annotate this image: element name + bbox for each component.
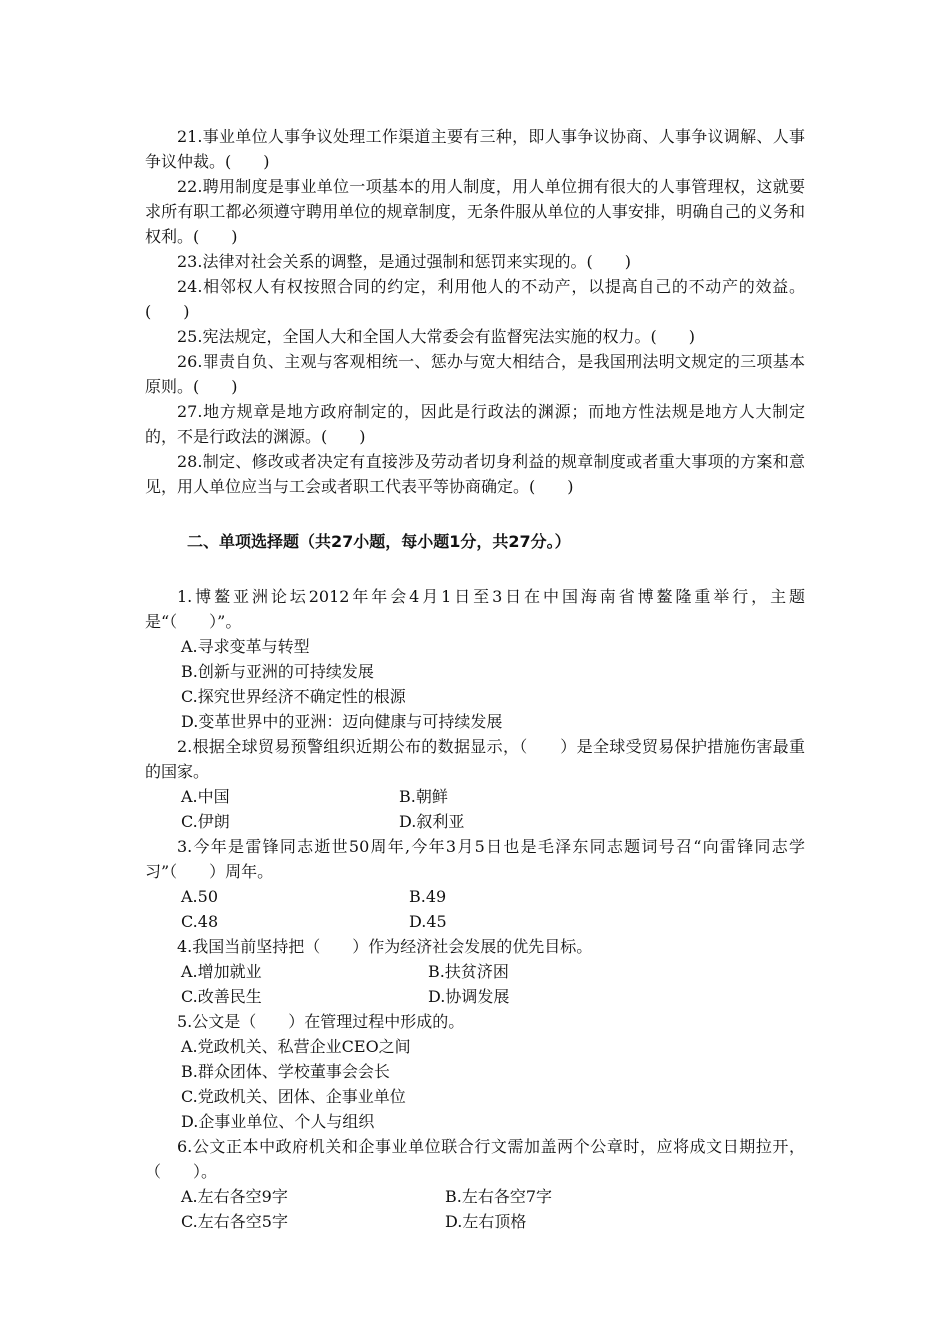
option-c: C.探究世界经济不确定性的根源 [181, 687, 406, 706]
option-d: D.叙利亚 [399, 812, 465, 831]
option-a: A.50 [181, 887, 218, 906]
option-a: A.寻求变革与转型 [181, 637, 310, 656]
option-a: A.左右各空9字 [181, 1187, 288, 1206]
option-row [145, 784, 805, 809]
option-row [145, 809, 805, 834]
option-row [145, 884, 805, 909]
choice-question-3 [145, 834, 805, 934]
option-row [145, 984, 805, 1009]
question-stem: 5.公文是（ ）在管理过程中形成的。 [177, 1012, 465, 1031]
option-d: D.企事业单位、个人与组织 [181, 1112, 375, 1131]
question-25: 25.宪法规定，全国人大和全国人大常委会有监督宪法实施的权力。( ) [177, 327, 695, 346]
choice-question-1 [145, 584, 805, 734]
question-stem: 2.根据全球贸易预警组织近期公布的数据显示，（ ）是全球受贸易保护措施伤害最重的国家。 [145, 737, 805, 781]
choice-question-5 [145, 1009, 805, 1134]
option-d: D.45 [409, 912, 447, 931]
question-22: 22.聘用制度是事业单位一项基本的用人制度，用人单位拥有很大的人事管理权，这就要求所有职工都必须遵守聘用单位的规章制度，无条件服从单位的人事安排，明确自己的义务和权利。( ) [145, 177, 805, 246]
option-c: C.改善民生 [181, 987, 262, 1006]
question-26: 26.罪责自负、主观与客观相统一、惩办与宽大相结合，是我国刑法明文规定的三项基本原则。( ) [145, 352, 805, 396]
option-row [145, 1209, 805, 1234]
option-d: D.变革世界中的亚洲：迈向健康与可持续发展 [181, 712, 503, 731]
question-stem: 3.今年是雷锋同志逝世50周年,今年3月5日也是毛泽东同志题词号召“向雷锋同志学习”（ ）周年。 [145, 837, 805, 881]
option-c: C.48 [181, 912, 219, 931]
question-23: 23.法律对社会关系的调整，是通过强制和惩罚来实现的。( ) [177, 252, 631, 271]
option-b: B.49 [409, 887, 447, 906]
question-stem: 1.博鳌亚洲论坛2012年年会4月1日至3日在中国海南省博鳌隆重举行，主题是“（ ）”。 [145, 587, 805, 631]
option-b: B.创新与亚洲的可持续发展 [181, 662, 374, 681]
option-b: B.朝鲜 [399, 787, 448, 806]
option-a: A.中国 [181, 787, 230, 806]
question-21: 21.事业单位人事争议处理工作渠道主要有三种，即人事争议协商、人事争议调解、人事争议仲裁。( ) [145, 127, 805, 171]
question-stem: 6.公文正本中政府机关和企事业单位联合行文需加盖两个公章时，应将成文日期拉开，（ ）。 [145, 1137, 805, 1181]
choice-question-4 [145, 934, 805, 1009]
option-b: B.扶贫济困 [428, 962, 509, 981]
choice-question-6 [145, 1134, 805, 1234]
section-title: 二、单项选择题（共27小题，每小题1分，共27分。） [187, 532, 571, 551]
choice-question-2 [145, 734, 805, 834]
option-d: D.协调发展 [428, 987, 510, 1006]
option-b: B.群众团体、学校董事会会长 [181, 1062, 390, 1081]
question-27: 27.地方规章是地方政府制定的，因此是行政法的渊源；而地方性法规是地方人大制定的，不是行政法的渊源。( ) [145, 402, 805, 446]
question-24: 24.相邻权人有权按照合同的约定，利用他人的不动产，以提高自己的不动产的效益。( ) [145, 277, 805, 321]
option-b: B.左右各空7字 [445, 1187, 553, 1206]
option-c: C.党政机关、团体、企事业单位 [181, 1087, 406, 1106]
option-d: D.左右顶格 [445, 1212, 527, 1231]
option-row [145, 909, 805, 934]
option-a: A.增加就业 [181, 962, 262, 981]
question-28: 28.制定、修改或者决定有直接涉及劳动者切身利益的规章制度或者重大事项的方案和意见，用人单位应当与工会或者职工代表平等协商确定。( ) [145, 452, 805, 496]
judgement-section [145, 124, 805, 499]
option-a: A.党政机关、私营企业CEO之间 [181, 1037, 411, 1056]
option-row [145, 959, 805, 984]
question-stem: 4.我国当前坚持把（ ）作为经济社会发展的优先目标。 [177, 937, 593, 956]
option-c: C.左右各空5字 [181, 1212, 288, 1231]
option-row [145, 1184, 805, 1209]
option-c: C.伊朗 [181, 812, 230, 831]
